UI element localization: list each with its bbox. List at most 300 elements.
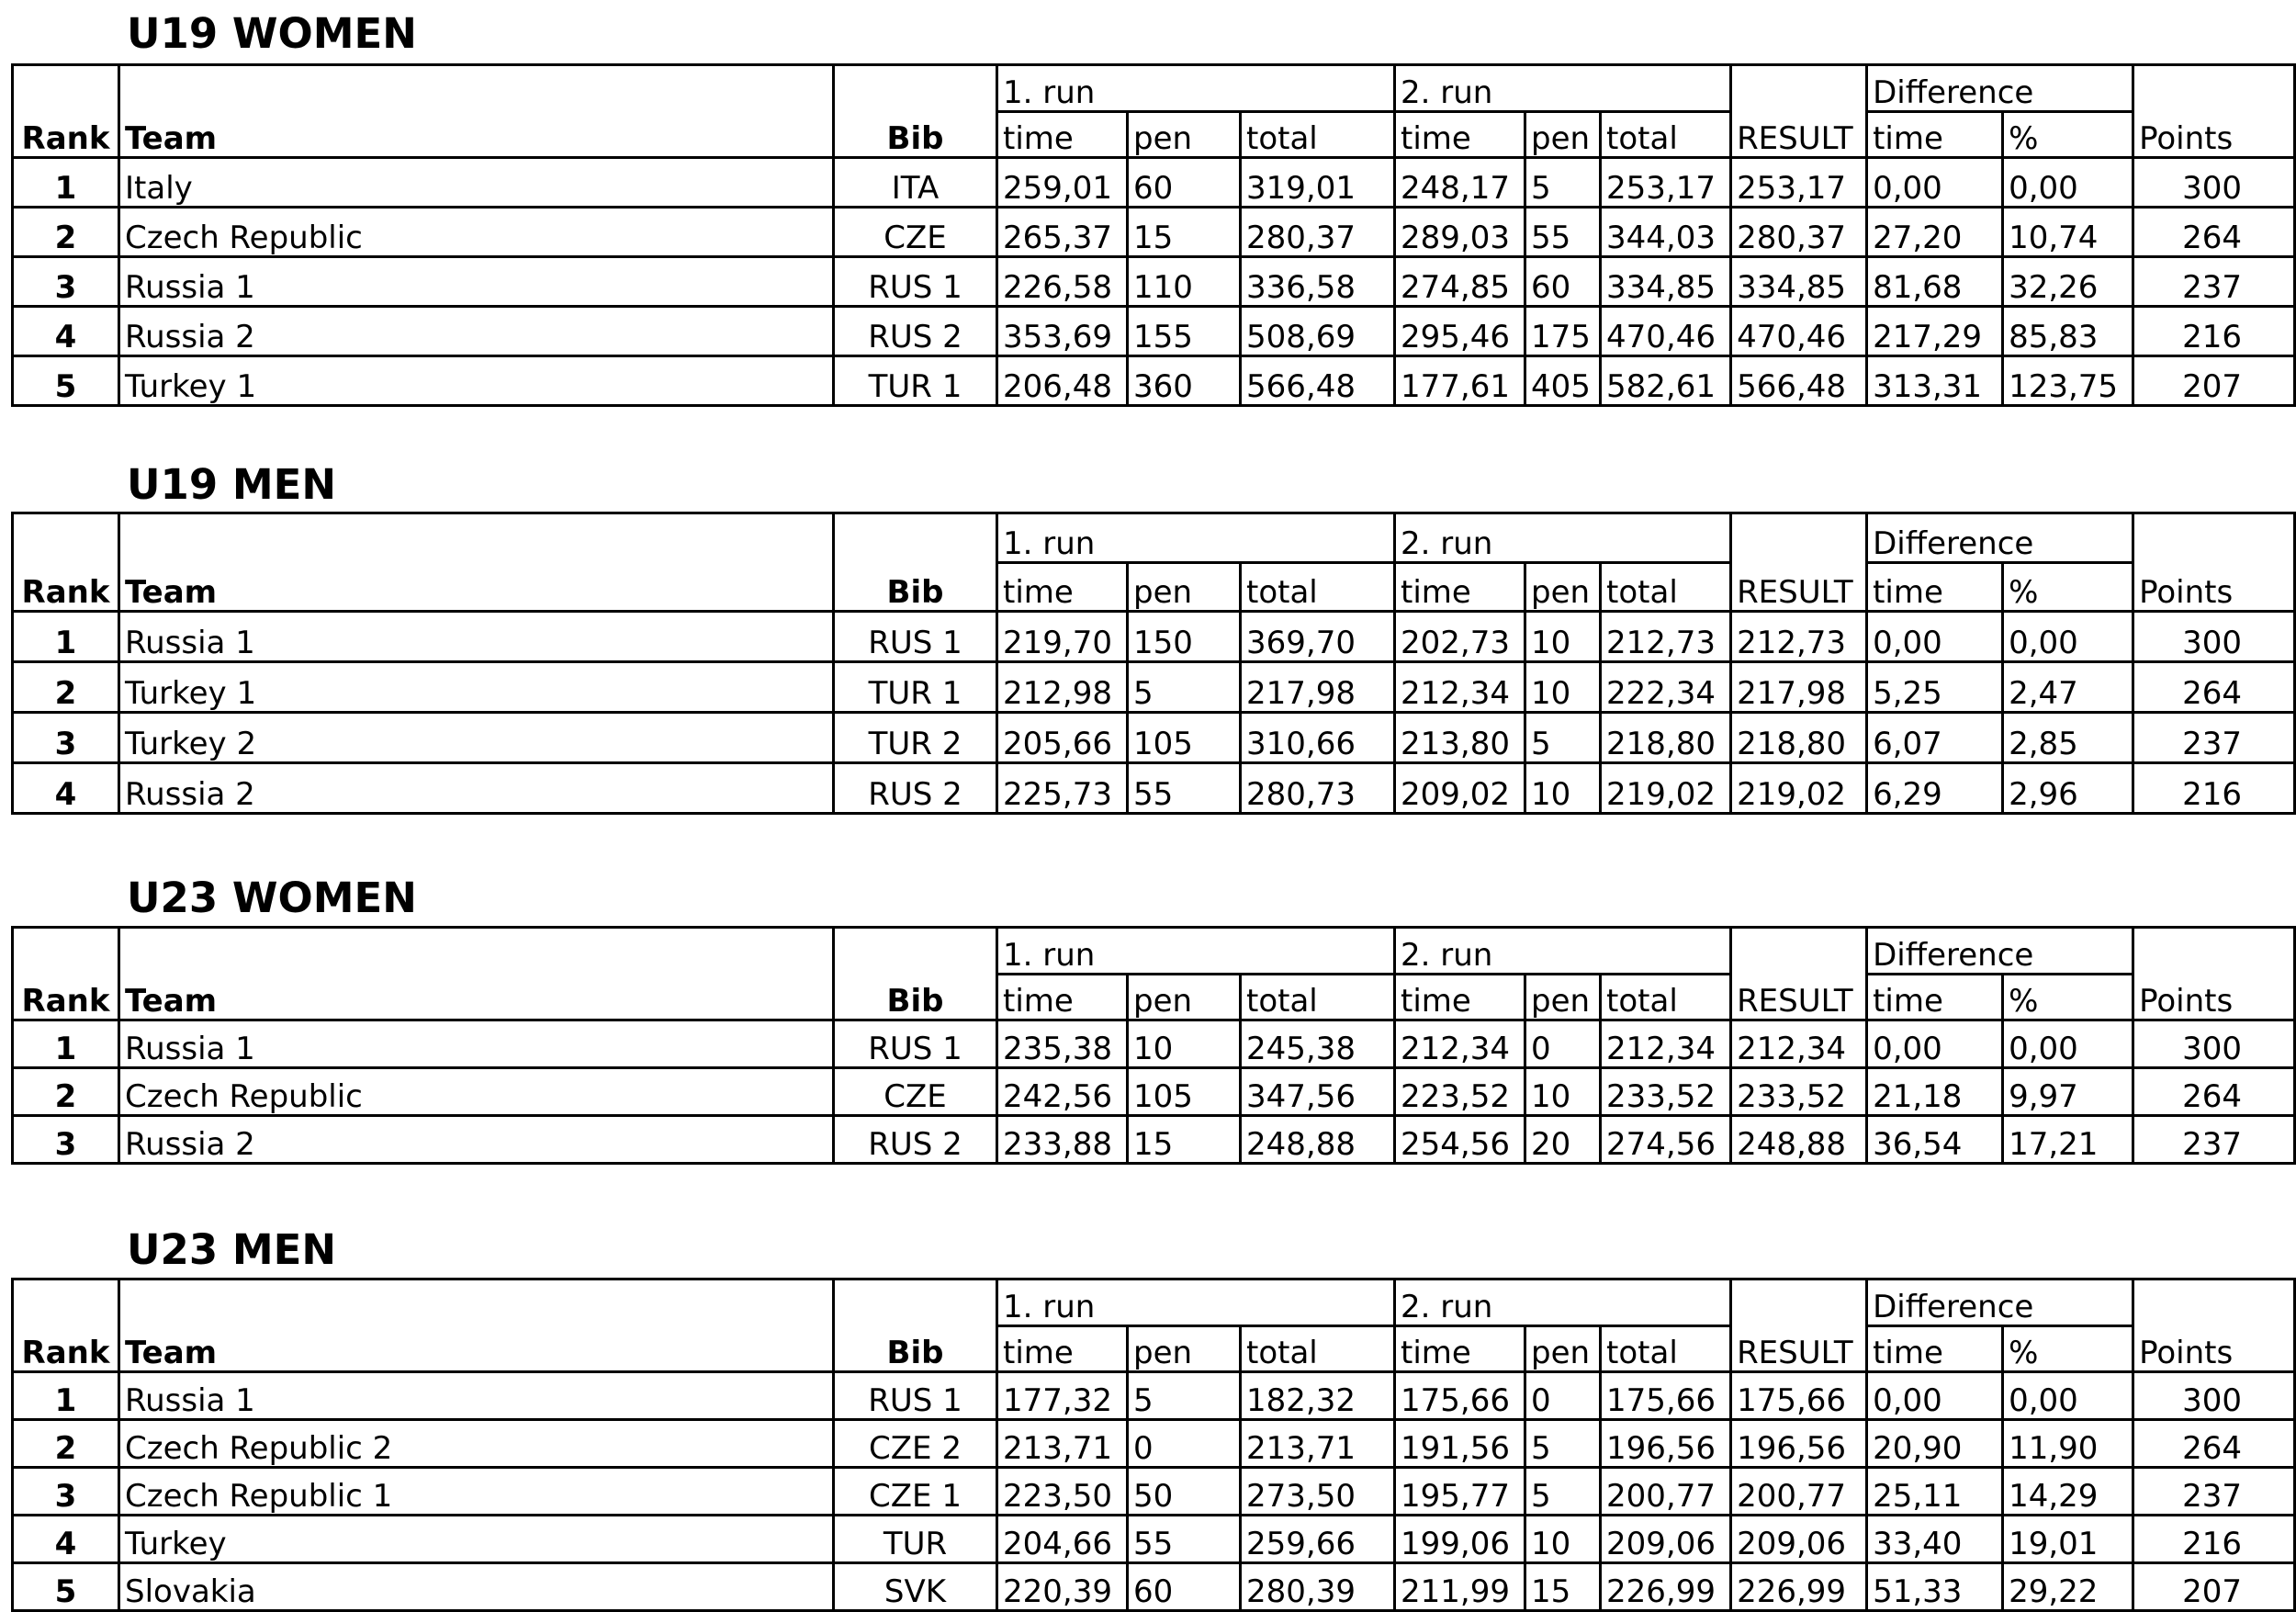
rank-cell: 3 (13, 712, 119, 762)
run1-pen-cell: 110 (1128, 256, 1241, 306)
header-team-spacer (119, 513, 834, 563)
header-run1: 1. run (997, 928, 1395, 975)
bib-cell: TUR 2 (834, 712, 997, 762)
bib-cell: TUR 1 (834, 661, 997, 712)
header-run2-total: total (1601, 563, 1731, 612)
rank-cell: 2 (13, 1419, 119, 1467)
rank-cell: 5 (13, 355, 119, 405)
run1-pen-cell: 105 (1128, 712, 1241, 762)
header-bib: Bib (834, 1326, 997, 1372)
diff-time-cell: 5,25 (1867, 661, 2003, 712)
run2-time-cell: 177,61 (1395, 355, 1525, 405)
header-team: Team (119, 975, 834, 1020)
rank-cell: 1 (13, 1371, 119, 1419)
run1-time-cell: 220,39 (997, 1562, 1128, 1610)
run1-time-cell: 265,37 (997, 207, 1128, 256)
table-row (13, 1371, 2295, 1419)
bib-cell: RUS 2 (834, 306, 997, 355)
result-cell: 217,98 (1731, 661, 1867, 712)
team-cell: Slovakia (119, 1562, 834, 1610)
run2-pen-cell: 5 (1525, 712, 1601, 762)
header-team: Team (119, 1326, 834, 1372)
run1-time-cell: 226,58 (997, 256, 1128, 306)
table-row (13, 1562, 2295, 1610)
table-row (13, 1020, 2295, 1067)
run2-total-cell: 196,56 (1601, 1419, 1731, 1467)
rank-cell: 2 (13, 207, 119, 256)
section-title: U23 WOMEN (127, 874, 417, 922)
header-result-spacer (1731, 65, 1867, 112)
table-row (13, 157, 2295, 207)
points-cell: 237 (2133, 1115, 2295, 1163)
header-points: Points (2133, 975, 2295, 1020)
points-cell: 237 (2133, 256, 2295, 306)
run1-pen-cell: 5 (1128, 661, 1241, 712)
header-diff-pct: % (2003, 112, 2133, 158)
result-cell: 212,73 (1731, 611, 1867, 661)
result-cell: 226,99 (1731, 1562, 1867, 1610)
points-cell: 216 (2133, 762, 2295, 813)
run1-time-cell: 177,32 (997, 1371, 1128, 1419)
table-row (13, 1115, 2295, 1163)
diff-time-cell: 51,33 (1867, 1562, 2003, 1610)
header-difference: Difference (1867, 65, 2133, 112)
header-run1-total: total (1241, 1326, 1395, 1372)
header-run2: 2. run (1395, 65, 1731, 112)
diff-time-cell: 25,11 (1867, 1467, 2003, 1515)
points-cell: 264 (2133, 661, 2295, 712)
run1-pen-cell: 60 (1128, 1562, 1241, 1610)
run1-pen-cell: 105 (1128, 1067, 1241, 1115)
header-run2: 2. run (1395, 513, 1731, 563)
header-points-spacer (2133, 928, 2295, 975)
diff-pct-cell: 32,26 (2003, 256, 2133, 306)
header-team-spacer (119, 1279, 834, 1326)
diff-time-cell: 6,07 (1867, 712, 2003, 762)
run1-total-cell: 347,56 (1241, 1067, 1395, 1115)
header-bib: Bib (834, 975, 997, 1020)
run1-total-cell: 245,38 (1241, 1020, 1395, 1067)
team-cell: Turkey 1 (119, 355, 834, 405)
header-rank: Rank (13, 975, 119, 1020)
run1-pen-cell: 10 (1128, 1020, 1241, 1067)
header-diff-time: time (1867, 563, 2003, 612)
header-row (13, 112, 2295, 158)
run2-pen-cell: 5 (1525, 1419, 1601, 1467)
run1-total-cell: 217,98 (1241, 661, 1395, 712)
diff-pct-cell: 0,00 (2003, 611, 2133, 661)
header-run1: 1. run (997, 65, 1395, 112)
run1-time-cell: 213,71 (997, 1419, 1128, 1467)
run2-time-cell: 199,06 (1395, 1515, 1525, 1562)
run2-total-cell: 344,03 (1601, 207, 1731, 256)
header-result-spacer (1731, 1279, 1867, 1326)
header-run2-time: time (1395, 975, 1525, 1020)
results-table (11, 512, 2296, 815)
team-cell: Turkey 1 (119, 661, 834, 712)
header-diff-pct: % (2003, 563, 2133, 612)
header-run1-pen: pen (1128, 975, 1241, 1020)
bib-cell: SVK (834, 1562, 997, 1610)
run1-total-cell: 280,39 (1241, 1562, 1395, 1610)
rank-cell: 4 (13, 306, 119, 355)
diff-time-cell: 36,54 (1867, 1115, 2003, 1163)
team-cell: Russia 1 (119, 611, 834, 661)
rank-cell: 1 (13, 1020, 119, 1067)
diff-time-cell: 0,00 (1867, 1020, 2003, 1067)
team-cell: Russia 2 (119, 1115, 834, 1163)
table-row (13, 1467, 2295, 1515)
team-cell: Czech Republic 1 (119, 1467, 834, 1515)
header-run2-pen: pen (1525, 563, 1601, 612)
points-cell: 300 (2133, 611, 2295, 661)
header-difference: Difference (1867, 513, 2133, 563)
table-row (13, 712, 2295, 762)
header-diff-time: time (1867, 1326, 2003, 1372)
section-title: U23 MEN (127, 1225, 337, 1274)
header-run1-pen: pen (1128, 563, 1241, 612)
run2-total-cell: 233,52 (1601, 1067, 1731, 1115)
run2-time-cell: 223,52 (1395, 1067, 1525, 1115)
run1-total-cell: 336,58 (1241, 256, 1395, 306)
section-title: U19 MEN (127, 460, 337, 509)
header-run1-total: total (1241, 563, 1395, 612)
header-result: RESULT (1731, 112, 1867, 158)
header-rank-spacer (13, 928, 119, 975)
run1-time-cell: 235,38 (997, 1020, 1128, 1067)
run2-time-cell: 289,03 (1395, 207, 1525, 256)
header-bib-spacer (834, 1279, 997, 1326)
diff-time-cell: 0,00 (1867, 157, 2003, 207)
table-row (13, 355, 2295, 405)
header-run2-time: time (1395, 1326, 1525, 1372)
run1-total-cell: 248,88 (1241, 1115, 1395, 1163)
bib-cell: RUS 2 (834, 1115, 997, 1163)
diff-pct-cell: 10,74 (2003, 207, 2133, 256)
header-run2-pen: pen (1525, 975, 1601, 1020)
section-title: U19 WOMEN (127, 9, 417, 58)
header-run1-pen: pen (1128, 1326, 1241, 1372)
header-run2-pen: pen (1525, 1326, 1601, 1372)
rank-cell: 3 (13, 1115, 119, 1163)
run1-total-cell: 273,50 (1241, 1467, 1395, 1515)
diff-time-cell: 20,90 (1867, 1419, 2003, 1467)
team-cell: Russia 2 (119, 762, 834, 813)
diff-time-cell: 0,00 (1867, 1371, 2003, 1419)
table-row (13, 256, 2295, 306)
header-run2-total: total (1601, 975, 1731, 1020)
team-cell: Czech Republic 2 (119, 1419, 834, 1467)
run2-time-cell: 213,80 (1395, 712, 1525, 762)
run1-pen-cell: 5 (1128, 1371, 1241, 1419)
rank-cell: 3 (13, 1467, 119, 1515)
header-rank: Rank (13, 563, 119, 612)
run1-total-cell: 319,01 (1241, 157, 1395, 207)
header-bib: Bib (834, 112, 997, 158)
points-cell: 300 (2133, 1020, 2295, 1067)
run1-total-cell: 310,66 (1241, 712, 1395, 762)
bib-cell: CZE (834, 207, 997, 256)
rank-cell: 4 (13, 762, 119, 813)
team-cell: Italy (119, 157, 834, 207)
run2-time-cell: 212,34 (1395, 1020, 1525, 1067)
header-run2: 2. run (1395, 928, 1731, 975)
run2-total-cell: 209,06 (1601, 1515, 1731, 1562)
run2-pen-cell: 10 (1525, 1067, 1601, 1115)
header-diff-time: time (1867, 975, 2003, 1020)
diff-pct-cell: 9,97 (2003, 1067, 2133, 1115)
diff-pct-cell: 2,47 (2003, 661, 2133, 712)
table-row (13, 611, 2295, 661)
team-cell: Russia 1 (119, 1371, 834, 1419)
diff-pct-cell: 2,96 (2003, 762, 2133, 813)
run1-time-cell: 219,70 (997, 611, 1128, 661)
diff-time-cell: 21,18 (1867, 1067, 2003, 1115)
run2-total-cell: 219,02 (1601, 762, 1731, 813)
header-run1-time: time (997, 563, 1128, 612)
diff-pct-cell: 29,22 (2003, 1562, 2133, 1610)
header-rank-spacer (13, 1279, 119, 1326)
run1-time-cell: 212,98 (997, 661, 1128, 712)
bib-cell: RUS 1 (834, 1020, 997, 1067)
header-difference: Difference (1867, 1279, 2133, 1326)
run2-time-cell: 254,56 (1395, 1115, 1525, 1163)
run2-pen-cell: 0 (1525, 1371, 1601, 1419)
result-cell: 200,77 (1731, 1467, 1867, 1515)
bib-cell: ITA (834, 157, 997, 207)
header-points-spacer (2133, 1279, 2295, 1326)
rank-cell: 1 (13, 611, 119, 661)
header-run1: 1. run (997, 513, 1395, 563)
header-bib: Bib (834, 563, 997, 612)
run1-time-cell: 223,50 (997, 1467, 1128, 1515)
team-cell: Turkey 2 (119, 712, 834, 762)
rank-cell: 2 (13, 1067, 119, 1115)
bib-cell: TUR 1 (834, 355, 997, 405)
run1-pen-cell: 15 (1128, 1115, 1241, 1163)
header-team: Team (119, 112, 834, 158)
team-cell: Turkey (119, 1515, 834, 1562)
rank-cell: 4 (13, 1515, 119, 1562)
run1-pen-cell: 60 (1128, 157, 1241, 207)
run2-time-cell: 175,66 (1395, 1371, 1525, 1419)
header-rank: Rank (13, 112, 119, 158)
run2-pen-cell: 20 (1525, 1115, 1601, 1163)
run2-total-cell: 226,99 (1601, 1562, 1731, 1610)
diff-time-cell: 33,40 (1867, 1515, 2003, 1562)
run2-time-cell: 274,85 (1395, 256, 1525, 306)
run2-pen-cell: 5 (1525, 1467, 1601, 1515)
header-result-spacer (1731, 513, 1867, 563)
run2-pen-cell: 10 (1525, 762, 1601, 813)
run1-pen-cell: 55 (1128, 1515, 1241, 1562)
header-points: Points (2133, 112, 2295, 158)
run2-time-cell: 209,02 (1395, 762, 1525, 813)
points-cell: 237 (2133, 1467, 2295, 1515)
team-cell: Russia 2 (119, 306, 834, 355)
run2-total-cell: 253,17 (1601, 157, 1731, 207)
run2-pen-cell: 405 (1525, 355, 1601, 405)
run1-total-cell: 182,32 (1241, 1371, 1395, 1419)
run1-total-cell: 566,48 (1241, 355, 1395, 405)
run2-pen-cell: 60 (1525, 256, 1601, 306)
bib-cell: RUS 2 (834, 762, 997, 813)
rank-cell: 1 (13, 157, 119, 207)
result-cell: 248,88 (1731, 1115, 1867, 1163)
team-cell: Czech Republic (119, 1067, 834, 1115)
result-cell: 233,52 (1731, 1067, 1867, 1115)
header-points: Points (2133, 563, 2295, 612)
run2-time-cell: 248,17 (1395, 157, 1525, 207)
run1-time-cell: 259,01 (997, 157, 1128, 207)
result-cell: 212,34 (1731, 1020, 1867, 1067)
header-row (13, 563, 2295, 612)
run2-total-cell: 212,34 (1601, 1020, 1731, 1067)
bib-cell: CZE (834, 1067, 997, 1115)
header-run2: 2. run (1395, 1279, 1731, 1326)
header-bib-spacer (834, 65, 997, 112)
bib-cell: TUR (834, 1515, 997, 1562)
diff-time-cell: 313,31 (1867, 355, 2003, 405)
diff-pct-cell: 14,29 (2003, 1467, 2133, 1515)
run1-pen-cell: 0 (1128, 1419, 1241, 1467)
run2-pen-cell: 55 (1525, 207, 1601, 256)
diff-time-cell: 217,29 (1867, 306, 2003, 355)
header-points-spacer (2133, 513, 2295, 563)
run1-time-cell: 225,73 (997, 762, 1128, 813)
header-run2-total: total (1601, 1326, 1731, 1372)
header-team-spacer (119, 65, 834, 112)
run2-total-cell: 222,34 (1601, 661, 1731, 712)
rank-cell: 3 (13, 256, 119, 306)
points-cell: 300 (2133, 157, 2295, 207)
result-cell: 280,37 (1731, 207, 1867, 256)
points-cell: 216 (2133, 1515, 2295, 1562)
header-diff-time: time (1867, 112, 2003, 158)
result-cell: 209,06 (1731, 1515, 1867, 1562)
run2-time-cell: 295,46 (1395, 306, 1525, 355)
bib-cell: RUS 1 (834, 611, 997, 661)
header-run1-total: total (1241, 112, 1395, 158)
result-cell: 218,80 (1731, 712, 1867, 762)
header-row (13, 975, 2295, 1020)
header-run1-pen: pen (1128, 112, 1241, 158)
run1-total-cell: 280,37 (1241, 207, 1395, 256)
diff-pct-cell: 2,85 (2003, 712, 2133, 762)
bib-cell: CZE 2 (834, 1419, 997, 1467)
header-run1: 1. run (997, 1279, 1395, 1326)
points-cell: 216 (2133, 306, 2295, 355)
run1-pen-cell: 150 (1128, 611, 1241, 661)
header-diff-pct: % (2003, 975, 2133, 1020)
run1-pen-cell: 50 (1128, 1467, 1241, 1515)
team-cell: Russia 1 (119, 1020, 834, 1067)
header-row-group (13, 1279, 2295, 1326)
table-row (13, 661, 2295, 712)
header-run1-time: time (997, 112, 1128, 158)
run2-total-cell: 218,80 (1601, 712, 1731, 762)
run2-time-cell: 202,73 (1395, 611, 1525, 661)
run2-total-cell: 470,46 (1601, 306, 1731, 355)
header-run1-total: total (1241, 975, 1395, 1020)
header-team: Team (119, 563, 834, 612)
result-cell: 470,46 (1731, 306, 1867, 355)
bib-cell: RUS 1 (834, 256, 997, 306)
run1-time-cell: 204,66 (997, 1515, 1128, 1562)
results-table (11, 926, 2296, 1165)
rank-cell: 2 (13, 661, 119, 712)
diff-time-cell: 0,00 (1867, 611, 2003, 661)
points-cell: 237 (2133, 712, 2295, 762)
diff-pct-cell: 17,21 (2003, 1115, 2133, 1163)
result-cell: 566,48 (1731, 355, 1867, 405)
diff-pct-cell: 123,75 (2003, 355, 2133, 405)
header-run2-total: total (1601, 112, 1731, 158)
diff-pct-cell: 85,83 (2003, 306, 2133, 355)
header-difference: Difference (1867, 928, 2133, 975)
run1-time-cell: 205,66 (997, 712, 1128, 762)
header-run1-time: time (997, 975, 1128, 1020)
rank-cell: 5 (13, 1562, 119, 1610)
run2-time-cell: 191,56 (1395, 1419, 1525, 1467)
diff-time-cell: 27,20 (1867, 207, 2003, 256)
diff-pct-cell: 11,90 (2003, 1419, 2133, 1467)
run1-total-cell: 213,71 (1241, 1419, 1395, 1467)
header-bib-spacer (834, 513, 997, 563)
run2-time-cell: 195,77 (1395, 1467, 1525, 1515)
results-table (11, 63, 2296, 407)
diff-time-cell: 6,29 (1867, 762, 2003, 813)
diff-pct-cell: 19,01 (2003, 1515, 2133, 1562)
header-rank: Rank (13, 1326, 119, 1372)
diff-pct-cell: 0,00 (2003, 157, 2133, 207)
points-cell: 264 (2133, 207, 2295, 256)
run2-pen-cell: 10 (1525, 1515, 1601, 1562)
run2-pen-cell: 10 (1525, 611, 1601, 661)
run1-total-cell: 508,69 (1241, 306, 1395, 355)
header-result: RESULT (1731, 975, 1867, 1020)
run2-total-cell: 274,56 (1601, 1115, 1731, 1163)
run1-time-cell: 233,88 (997, 1115, 1128, 1163)
run2-pen-cell: 175 (1525, 306, 1601, 355)
bib-cell: RUS 1 (834, 1371, 997, 1419)
header-run2-time: time (1395, 563, 1525, 612)
run2-pen-cell: 5 (1525, 157, 1601, 207)
run2-total-cell: 200,77 (1601, 1467, 1731, 1515)
header-run1-time: time (997, 1326, 1128, 1372)
run1-pen-cell: 360 (1128, 355, 1241, 405)
header-rank-spacer (13, 65, 119, 112)
result-cell: 219,02 (1731, 762, 1867, 813)
header-row-group (13, 65, 2295, 112)
header-row-group (13, 513, 2295, 563)
run2-time-cell: 211,99 (1395, 1562, 1525, 1610)
run2-pen-cell: 15 (1525, 1562, 1601, 1610)
diff-pct-cell: 0,00 (2003, 1020, 2133, 1067)
diff-pct-cell: 0,00 (2003, 1371, 2133, 1419)
header-bib-spacer (834, 928, 997, 975)
results-table (11, 1278, 2296, 1612)
run2-pen-cell: 0 (1525, 1020, 1601, 1067)
run1-pen-cell: 15 (1128, 207, 1241, 256)
header-result: RESULT (1731, 1326, 1867, 1372)
run1-time-cell: 242,56 (997, 1067, 1128, 1115)
header-team-spacer (119, 928, 834, 975)
run1-time-cell: 353,69 (997, 306, 1128, 355)
table-row (13, 1419, 2295, 1467)
run1-total-cell: 369,70 (1241, 611, 1395, 661)
run2-total-cell: 212,73 (1601, 611, 1731, 661)
